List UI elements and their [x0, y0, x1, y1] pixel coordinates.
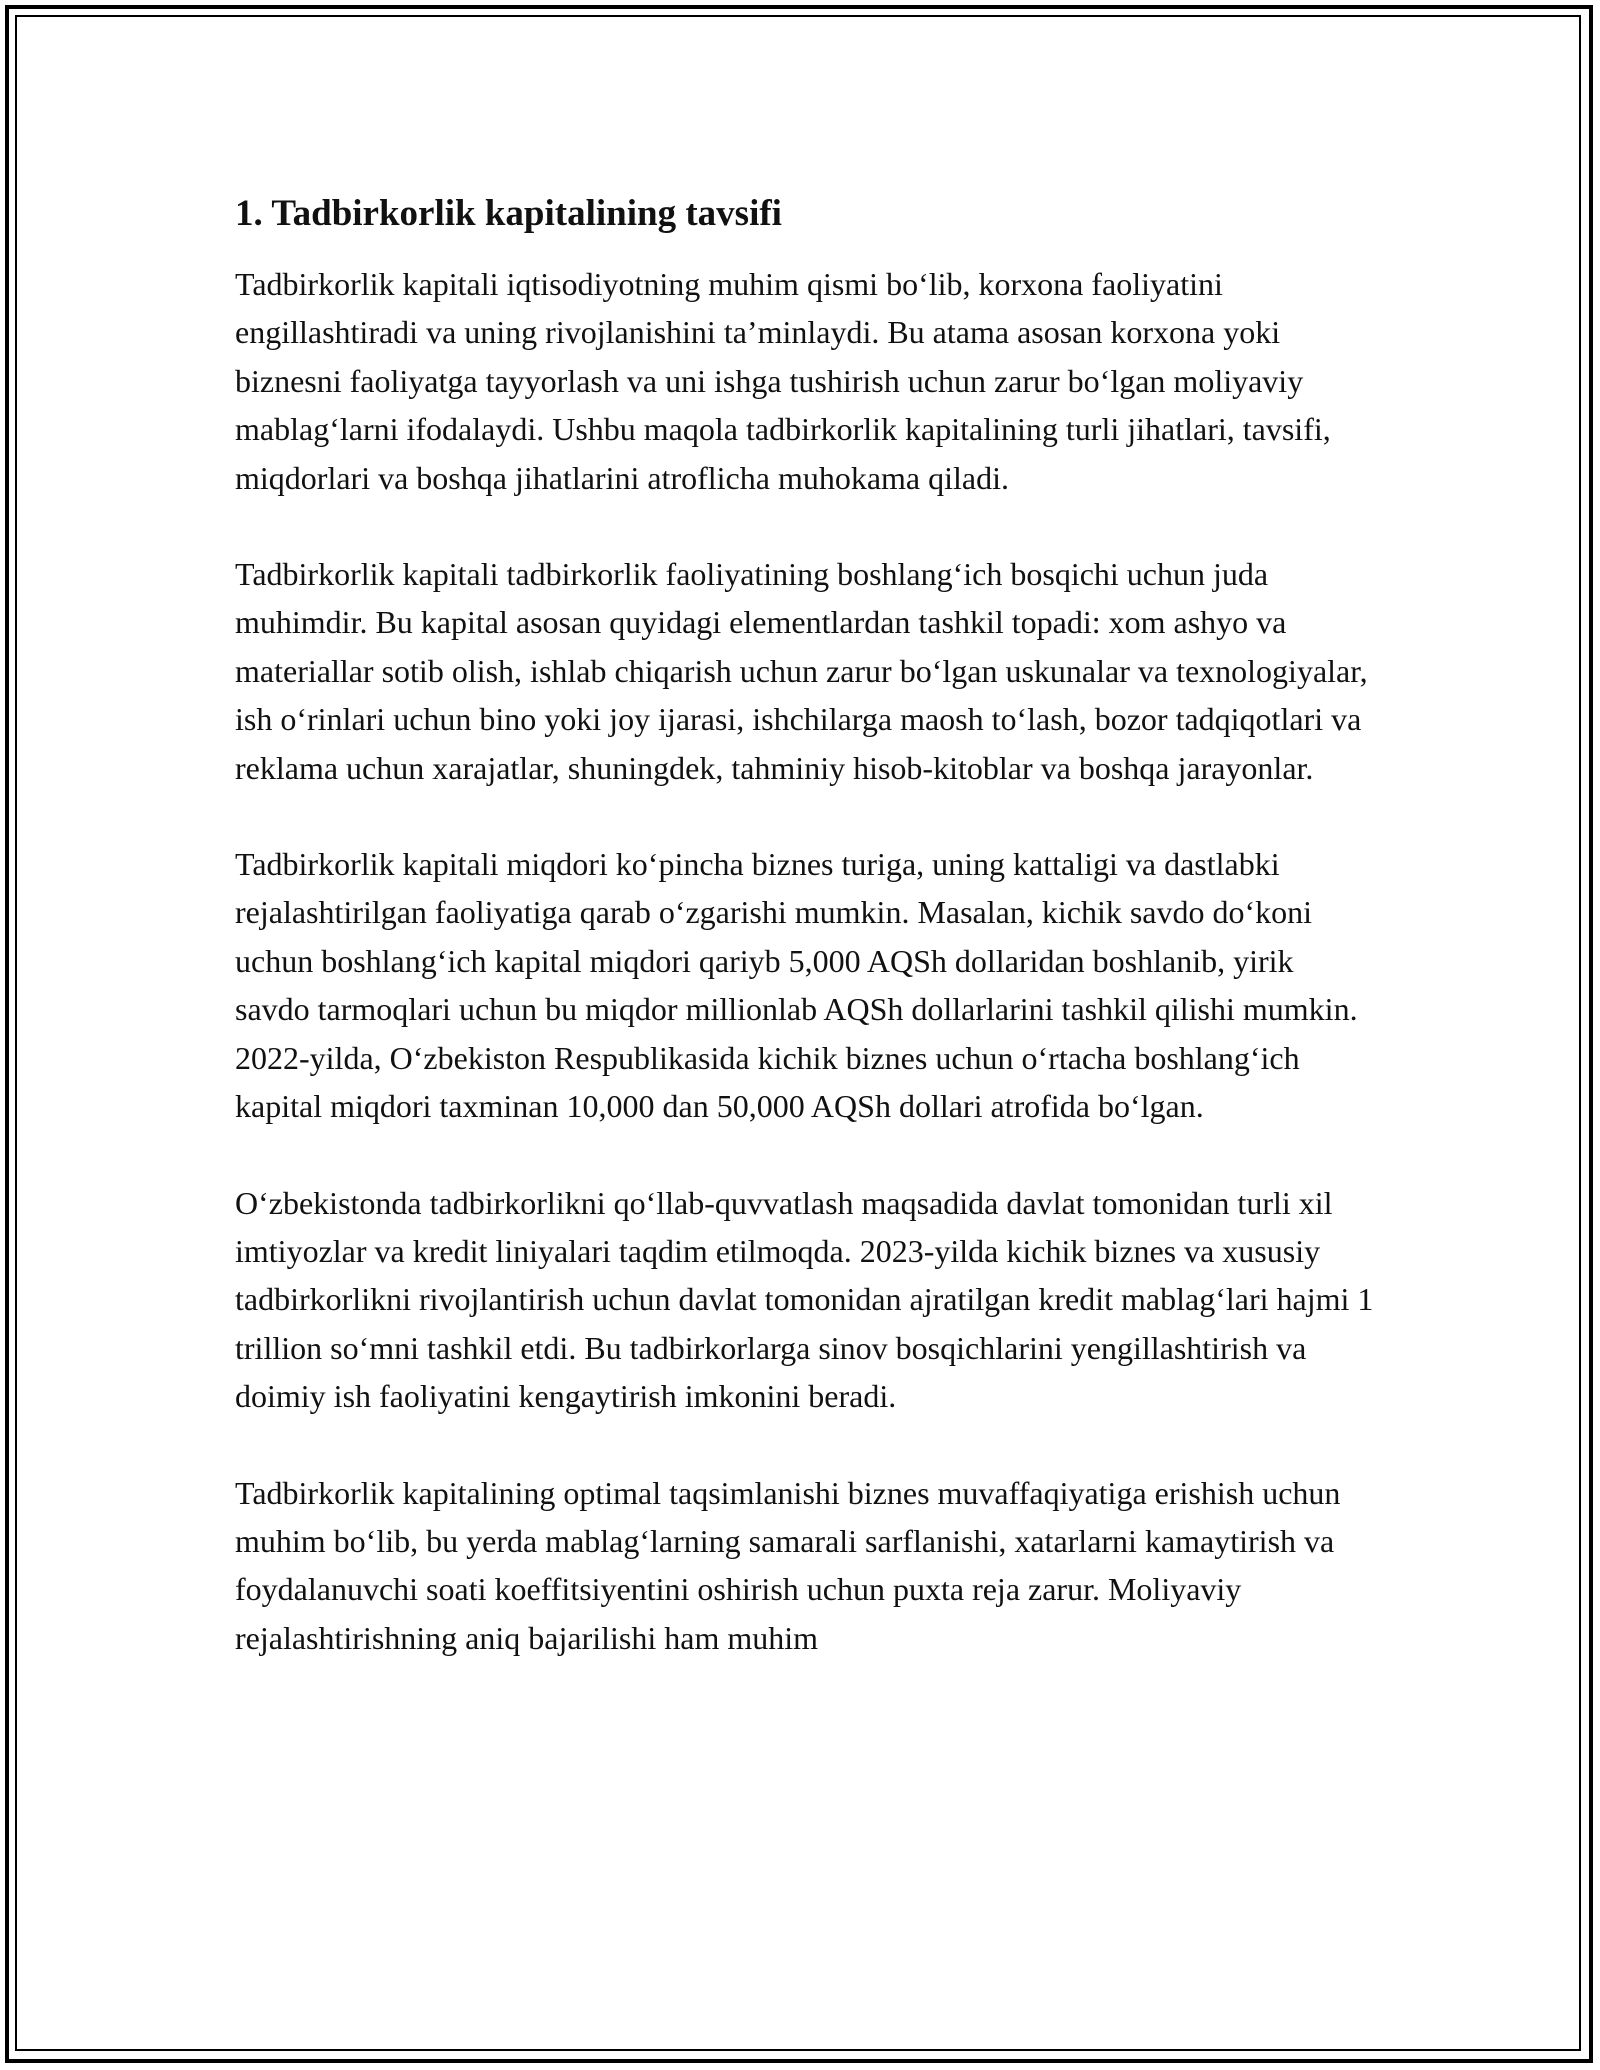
document-body	[235, 188, 1375, 1710]
paragraph-4: O‘zbekistonda tadbirkorlikni qo‘llab-quvvatlash maqsadida davlat tomonidan turli xil imtiyozlar va kredit liniyalari taqdim etilmoqda. 2023-yilda kichik biznes va xususiy tadbirkorlikni rivojlantirish uchun davlat tomonidan ajratilgan kredit mablag‘lari hajmi 1 trillion so‘mni tashkil etdi. Bu tadbirkorlarga sinov bosqichlarini yengillashtirish va doimiy ish faoliyatini kengaytirish imkonini beradi.	[235, 1184, 1374, 1415]
paragraph-1: Tadbirkorlik kapitali iqtisodiyotning muhim qismi bo‘lib, korxona faoliyatini engillashtiradi va uning rivojlanishini ta’minlaydi. Bu atama asosan korxona yoki biznesni faoliyatga tayyorlash va uni ishga tushirish uchun zarur bo‘lgan moliyaviy mablag‘larni ifodalaydi. Ushbu maqola tadbirkorlik kapitalining turli jihatlari, tavsifi, miqdorlari va boshqa jihatlarini atroflicha muhokama qiladi.	[235, 266, 1331, 496]
paragraph-2: Tadbirkorlik kapitali tadbirkorlik faoliyatining boshlang‘ich bosqichi uchun juda muhimdir. Bu kapital asosan quyidagi elementlardan tashkil topadi: xom ashyo va materiallar sotib olish, ishlab chiqarish uchun zarur bo‘lgan uskunalar va texnologiyalar, ish o‘rinlari uchun bino yoki joy ijarasi, ishchilarga maosh to‘lash, bozor tadqiqotlari va reklama uchun xarajatlar, shuningdek, tahminiy hisob-kitoblar va boshqa jarayonlar.	[235, 556, 1368, 786]
section-heading: 1. Tadbirkorlik kapitalining tavsifi	[235, 193, 782, 234]
paragraph-5: Tadbirkorlik kapitalining optimal taqsimlanishi biznes muvaffaqiyatiga erishish uchun muhim bo‘lib, bu yerda mablag‘larning samarali sarflanishi, xatarlarni kamaytirish va foydalanuvchi soati koeffitsiyentini oshirish uchun puxta reja zarur. Moliyaviy rejalashtirishning aniq bajarilishi ham muhim	[235, 1474, 1341, 1656]
paragraph-3: Tadbirkorlik kapitali miqdori ko‘pincha biznes turiga, uning kattaligi va dastlabki rejalashtirilgan faoliyatiga qarab o‘zgarishi mumkin. Masalan, kichik savdo do‘koni uchun boshlang‘ich kapital miqdori qariyb 5,000 AQSh dollaridan boshlanib, yirik savdo tarmoqlari uchun bu miqdor millionlab AQSh dollarlarini tashkil qilishi mumkin. 2022-yilda, O‘zbekiston Respublikasida kichik biznes uchun o‘rtacha boshlang‘ich kapital miqdori taxminan 10,000 dan 50,000 AQSh dollari atrofida bo‘lgan.	[235, 846, 1358, 1125]
